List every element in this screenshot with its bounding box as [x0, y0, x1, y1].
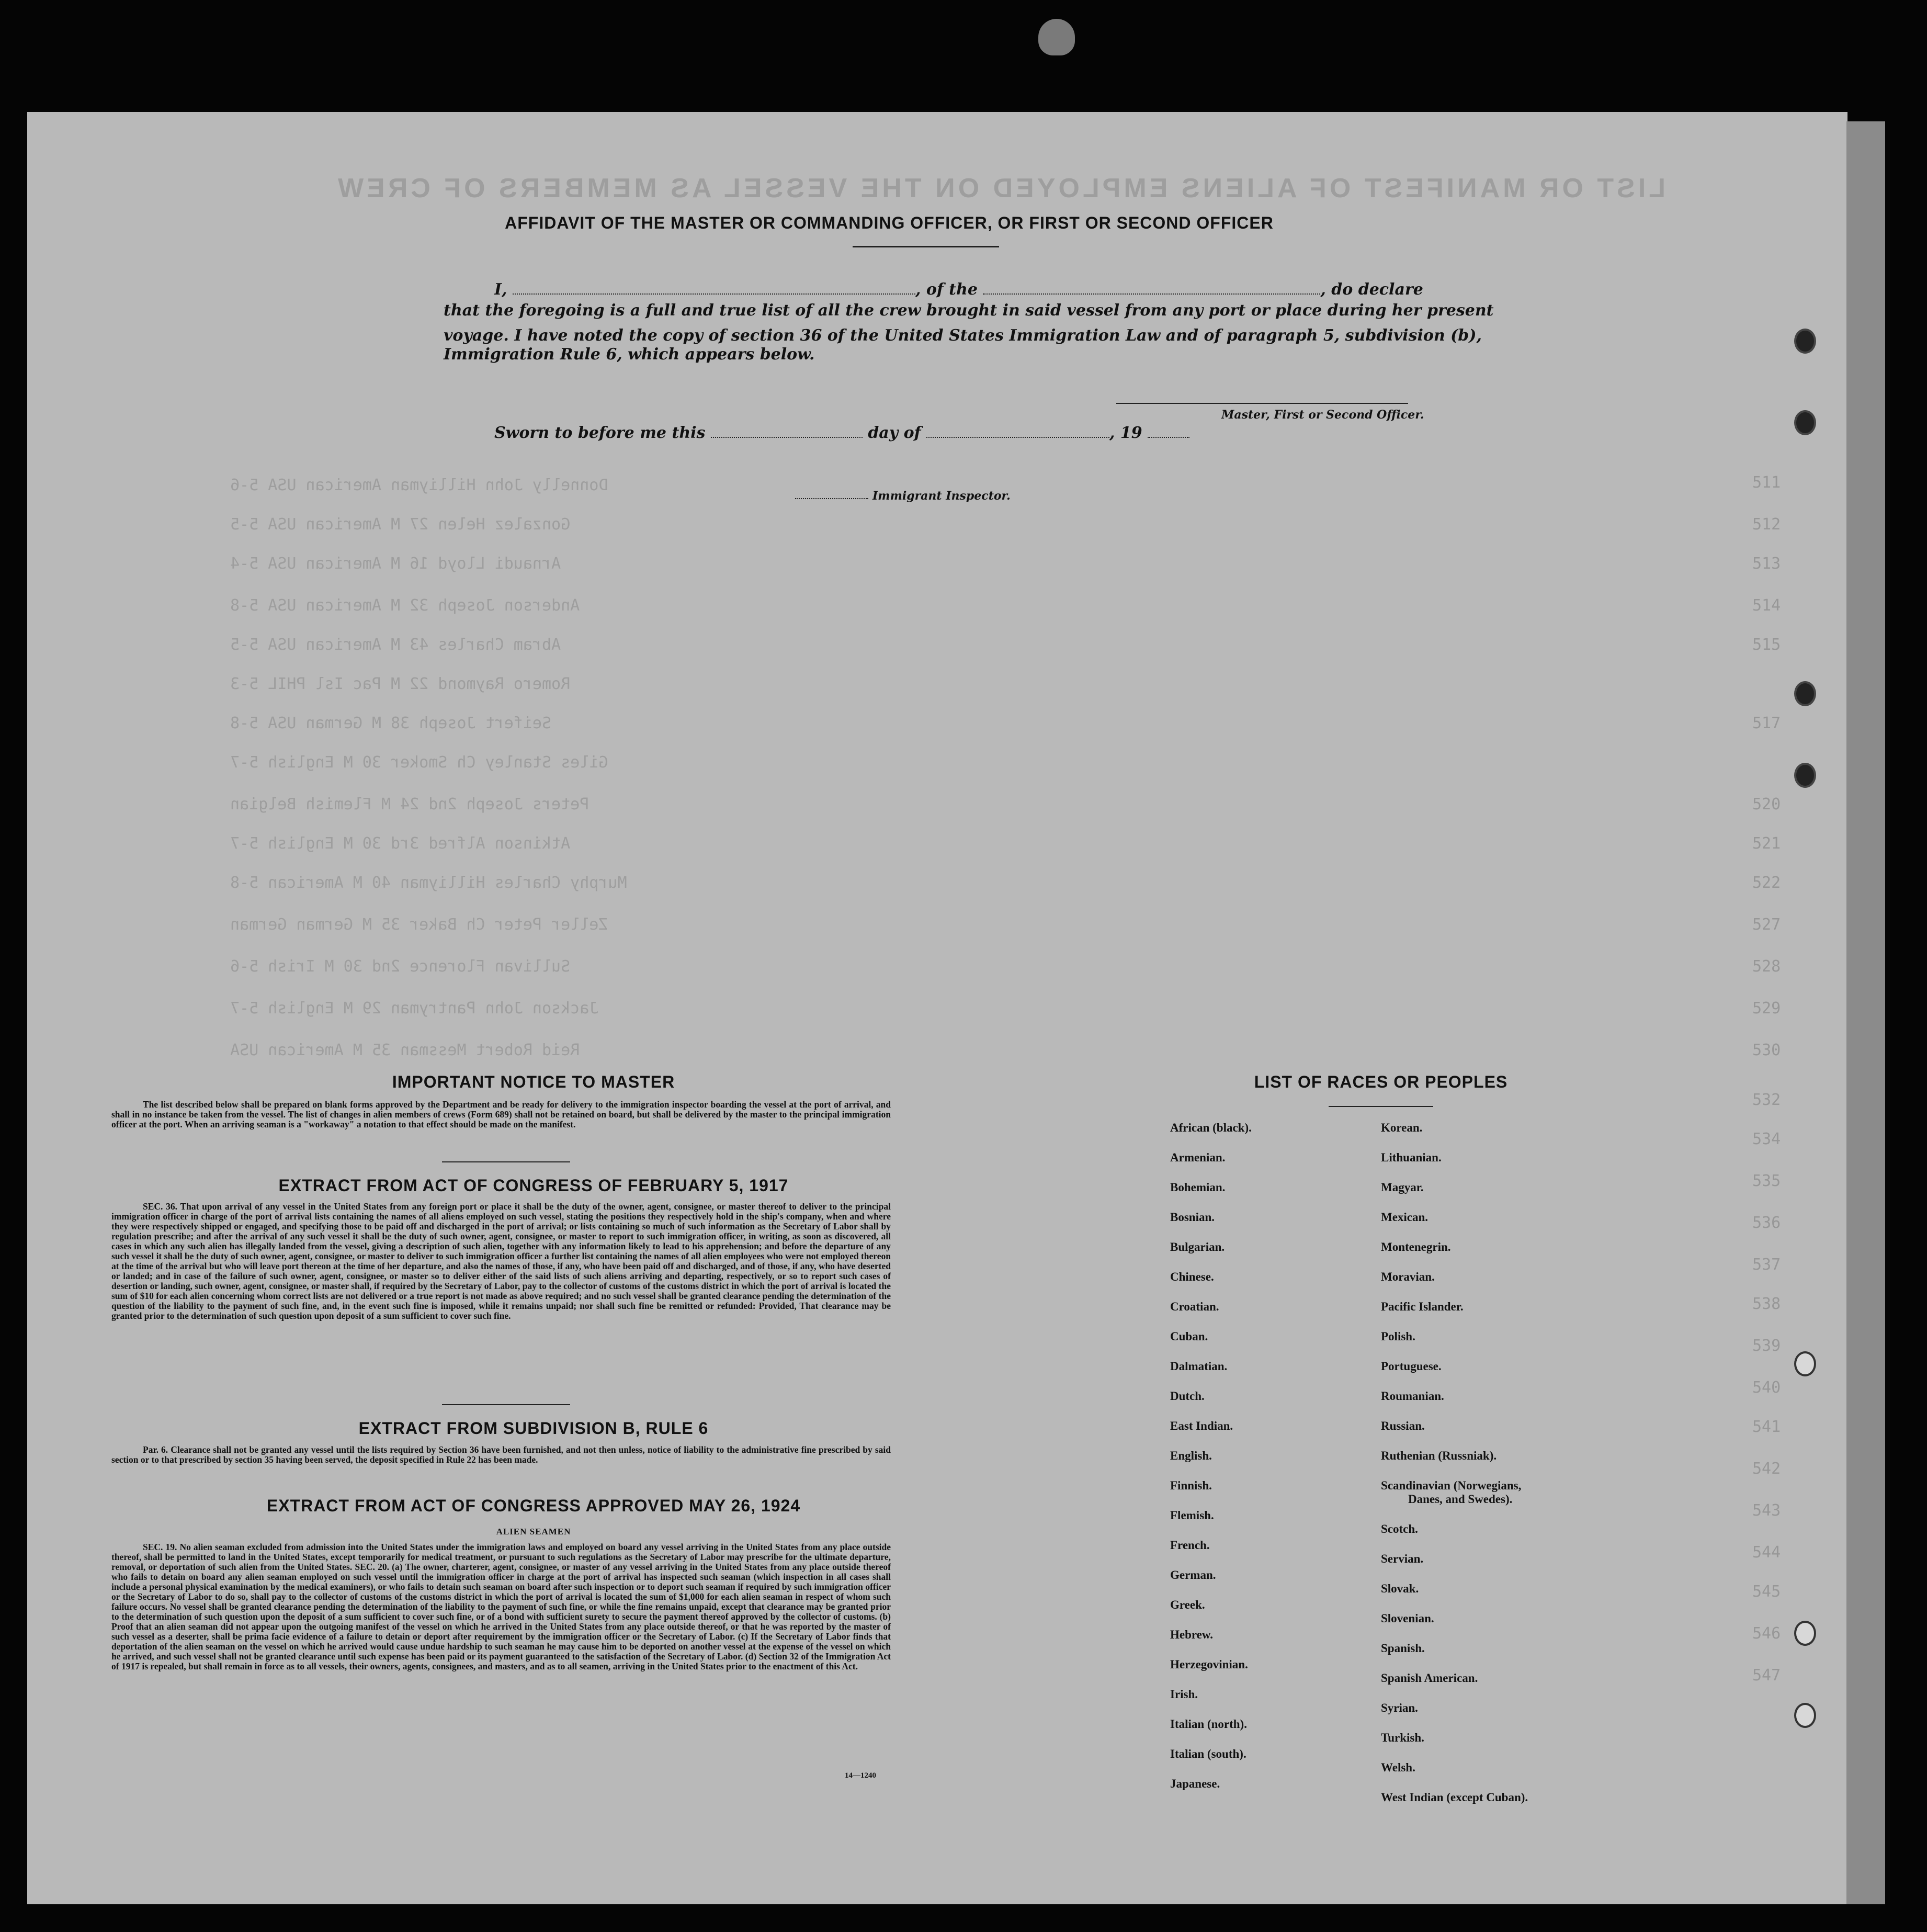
- extract-1917-text: SEC. 36. That upon arrival of any vessel in the United States from any foreign port or place it shall be the duty of the owner, agent, consignee, or master thereof to deliver to the principal immigration officer in charge of the port of arrival lists containing the names of all aliens employed on such vessel, stating the positions they respectively hold in the ship's company, when and where they were respectively shipped or engaged, and specifying those to be paid off and discharged in the port of arrival; or lists containing so much of such information as the Secretary of Labor shall by regulation prescribe; and after the arrival of any such vessel it shall be the duty of such owner, agent, consignee, or master to report to such immigration officer, in writing, as soon as discovered, all cases in which any such alien has illegally landed from the vessel, giving a description of such alien, together with any information likely to lead to his apprehension; and before the departure of any such vessel it shall be the duty of such owner, agent, consignee, or master to deliver to such immigration officer a further list containing the names of all alien employees who were not employed thereon at the time of the arrival but who will leave port thereon at the time of her departure, and also the names of those, if any, who have been paid off and discharged, and of those, if any, who have deserted or landed; and in case of the failure of such owner, agent, consignee, or master so to deliver either of the said lists of such aliens arriving and departing, respectively, or so to report such cases of desertion or landing, such owner, agent, consignee, or master shall, if required by the Secretary of Labor, pay to the collector of customs of the customs district in which the port of arrival is located the sum of $10 for each alien concerning whom correct lists are not delivered or a true report is not made as above required; and no such vessel shall be granted clearance pending the determination of the question of the liability to the payment of such fine, and, in the event such fine is imposed, while it remains unpaid; nor shall such fine be remitted or refunded: Provided, That clearance may be granted prior to the determination of such question upon deposit of a sum sufficient to cover such fine.: [111, 1201, 891, 1321]
- inspector-signature-line[interactable]: [795, 487, 868, 499]
- race-item: Lithuanian.: [1381, 1151, 1442, 1164]
- binder-hole: [1794, 681, 1816, 706]
- bleed-through-row: Donnelly John Hilliyman American USA 5-6: [230, 476, 608, 494]
- bleed-through-numbers: 542: [1752, 1460, 1781, 1478]
- race-item: Japanese.: [1170, 1777, 1220, 1790]
- bleed-through-row: Seifert Joseph 38 M German USA 5-8: [230, 714, 552, 732]
- bleed-through-row: Zeller Peter Ch Baker 35 M German German: [230, 916, 608, 934]
- bleed-through-numbers: 528: [1752, 957, 1781, 976]
- race-item: Dalmatian.: [1170, 1360, 1228, 1373]
- race-item: Korean.: [1381, 1121, 1423, 1134]
- race-item: Spanish.: [1381, 1642, 1425, 1655]
- sworn-year-field[interactable]: [1148, 425, 1189, 438]
- notice-text: The list described below shall be prepared on blank forms approved by the Department and be ready for delivery to the immigration inspector boarding the vessel at the port of arrival, and shall in no instance be taken from the vessel. The list of changes in alien members of crews (Form 689) shall not be retained on board, but shall be delivered by the master to the principal immigration officer at the port. When an arriving seaman is a "workaway" a notation to that effect should be made on the manifest.: [111, 1099, 891, 1129]
- vessel-name-field[interactable]: [983, 282, 1320, 295]
- bleed-through-numbers: 522: [1752, 874, 1781, 892]
- bleed-through-numbers: 517: [1752, 714, 1781, 732]
- sworn-label: Sworn to before me this: [494, 424, 706, 442]
- affidavit-text-line: that the foregoing is a full and true list of all the crew brought in said vessel from any port or place during her present: [444, 301, 1494, 320]
- bleed-through-row: Arnaudi Lloyd 16 M American USA 5-4: [230, 555, 561, 573]
- affidavit-declaration-line: [494, 280, 1423, 299]
- bleed-through-row: Atkinson Alfred 3rd 30 M English 5-7: [230, 834, 571, 853]
- bleed-through-numbers: 541: [1752, 1418, 1781, 1436]
- binding-clip: [1038, 19, 1075, 55]
- race-item: French.: [1170, 1539, 1210, 1552]
- race-item: Polish.: [1381, 1330, 1415, 1343]
- extract-1924-text: SEC. 19. No alien seaman excluded from admission into the United States under the immigration laws and employed on board any vessel arriving in the United States from any place outside thereof, shall be permitted to land in the United States, except temporarily for medical treatment, or pursuant to such regulations as the Secretary of Labor may prescribe for the ultimate departure, removal, or deportation of such alien from the United States. SEC. 20. (a) The owner, charterer, agent, consignee, or master of any vessel arriving in the United States from any place outside thereof who fails to detain on board any alien seaman employed on such vessel until the immigration officer in charge at the port of arrival has inspected such seaman (which inspection in all cases shall include a personal physical examination by the medical examiners), or who fails to detain such seaman on board after such inspection or to deport such seaman if required by such immigration officer or the Secretary of Labor to do so, shall pay to the collector of customs of the customs district in which the port of arrival is located the sum of $1,000 for each alien seaman in respect of whom such failure occurs. No vessel shall be granted clearance pending the determination of the liability to the payment of such fine, or while the fine remains unpaid, except that clearance may be granted prior to the determination of such question upon the deposit of a sum sufficient to cover such fine, or of a bond with sufficient surety to secure the payment thereof approved by the collector of customs. (b) Proof that an alien seaman did not appear upon the outgoing manifest of the vessel on which he arrived in the United States from any place outside thereof, or that he was reported by the master of such vessel as a deserter, shall be prima facie evidence of a failure to detain or deport after requirement by the immigration officer or the Secretary of Labor. (c) If the Secretary of Labor finds that deportation of the alien seaman on the vessel on which he arrived would cause undue hardship to such seaman he may cause him to be deported on another vessel at the expense of the vessel on which he arrived, and such vessel shall not be granted clearance until such expense has been paid or its payment guaranteed to the satisfaction of the Secretary of Labor. (d) Section 32 of the Immigration Act of 1917 is repealed, but shall remain in force as to all vessels, their owners, agents, consignees, and masters, and as to all seamen, arriving in the United States prior to the enactment of this Act.: [111, 1542, 891, 1671]
- race-item: African (black).: [1170, 1121, 1252, 1134]
- affidavit-of-the-label: , of the: [915, 280, 978, 299]
- affidavit-text-line: voyage. I have noted the copy of section 36 of the United States Immigration Law and of paragraph 5, subdivision (b),: [444, 326, 1482, 345]
- inspector-label: Immigrant Inspector.: [872, 489, 1011, 503]
- race-item: West Indian (except Cuban).: [1381, 1791, 1528, 1804]
- bleed-through-row: Giles Stanley Ch Smoker 30 M English 5-7: [230, 753, 608, 772]
- race-item: Herzegovinian.: [1170, 1658, 1248, 1671]
- race-item: Cuban.: [1170, 1330, 1208, 1343]
- bleed-through-row: Reid Robert Messman 35 M American USA: [230, 1041, 580, 1059]
- race-item: Portuguese.: [1381, 1360, 1442, 1373]
- race-item: Spanish American.: [1381, 1671, 1478, 1685]
- section-rule: [442, 1404, 570, 1405]
- race-item: Chinese.: [1170, 1270, 1214, 1283]
- race-item: Servian.: [1381, 1552, 1424, 1565]
- bleed-through-numbers: 540: [1752, 1379, 1781, 1397]
- bleed-through-numbers: 535: [1752, 1172, 1781, 1190]
- sworn-line: [494, 424, 1189, 442]
- race-item: Montenegrin.: [1381, 1240, 1451, 1253]
- race-item: Bosnian.: [1170, 1211, 1215, 1224]
- race-item: Ruthenian (Russniak).: [1381, 1449, 1497, 1462]
- affidavit-i-label: I,: [494, 280, 507, 299]
- rule6-text: Par. 6. Clearance shall not be granted any vessel until the lists required by Section 36 have been furnished, and not then unless, notice of liability to the administrative fine prescribed by said section or to that prescribed by section 35 having been served, the deposit specified in Rule 22 has been made.: [111, 1444, 891, 1465]
- bleed-through-numbers: 538: [1752, 1295, 1781, 1313]
- race-item: Mexican.: [1381, 1211, 1429, 1224]
- race-item: Roumanian.: [1381, 1389, 1444, 1403]
- bleed-through-row: Jackson John Pantryman 29 M English 5-7: [230, 999, 599, 1018]
- bleed-through-numbers: 532: [1752, 1091, 1781, 1109]
- bleed-through-numbers: 515: [1752, 636, 1781, 654]
- binder-hole: [1794, 763, 1816, 788]
- race-item: Slovak.: [1381, 1582, 1419, 1595]
- bleed-through-numbers: 544: [1752, 1543, 1781, 1562]
- binder-hole: [1794, 329, 1816, 354]
- affidavit-text-line: Immigration Rule 6, which appears below.: [444, 345, 815, 364]
- affidavit-title-rule: [853, 246, 999, 247]
- bleed-through-numbers: 527: [1752, 916, 1781, 934]
- race-item: East Indian.: [1170, 1419, 1233, 1432]
- affidavit-title: AFFIDAVIT OF THE MASTER OR COMMANDING OFFICER, OR FIRST OR SECOND OFFICER: [505, 213, 1274, 232]
- extract-1924-subtitle: ALIEN SEAMEN: [496, 1527, 571, 1536]
- race-item: Moravian.: [1381, 1270, 1435, 1283]
- affidavit-declare-label: , do declare: [1320, 280, 1423, 299]
- bleed-through-numbers: 529: [1752, 999, 1781, 1018]
- binder-hole: [1794, 1703, 1816, 1728]
- rule6-title: EXTRACT FROM SUBDIVISION B, RULE 6: [358, 1419, 709, 1438]
- section-rule: [442, 1161, 570, 1162]
- race-item: Magyar.: [1381, 1181, 1424, 1194]
- race-item: Turkish.: [1381, 1731, 1424, 1744]
- race-item: Bohemian.: [1170, 1181, 1226, 1194]
- race-item: Bulgarian.: [1170, 1240, 1225, 1253]
- race-item: Italian (south).: [1170, 1747, 1246, 1760]
- race-item: Dutch.: [1170, 1389, 1205, 1403]
- bleed-through-numbers: 511: [1752, 473, 1781, 492]
- bleed-through-numbers: 545: [1752, 1583, 1781, 1601]
- notice-title: IMPORTANT NOTICE TO MASTER: [392, 1072, 675, 1091]
- race-item: Flemish.: [1170, 1509, 1214, 1522]
- bleed-through-row: Sullivan Florence 2nd 30 M Irish 5-6: [230, 957, 571, 976]
- bleed-through-numbers: 543: [1752, 1501, 1781, 1520]
- bleed-through-numbers: 539: [1752, 1337, 1781, 1355]
- bleed-through-row: Murphy Charles Hilliyman 40 M American 5-8: [230, 874, 627, 892]
- races-title: LIST OF RACES OR PEOPLES: [1254, 1072, 1508, 1091]
- bleed-through-row: Anderson Joseph 32 M American USA 5-8: [230, 596, 580, 615]
- race-item: Russian.: [1381, 1419, 1425, 1432]
- race-item: Slovenian.: [1381, 1612, 1434, 1625]
- bleed-through-numbers: 514: [1752, 596, 1781, 615]
- bleed-through-numbers: 521: [1752, 834, 1781, 853]
- bleed-through-numbers: 513: [1752, 555, 1781, 573]
- race-item: Finnish.: [1170, 1479, 1212, 1492]
- bleed-through-numbers: 547: [1752, 1666, 1781, 1685]
- sworn-day-field[interactable]: [711, 425, 863, 438]
- race-item: Danes, and Swedes).: [1408, 1493, 1513, 1506]
- race-item: Scotch.: [1381, 1522, 1418, 1535]
- day-of-label: day of: [868, 424, 921, 442]
- race-item: Italian (north).: [1170, 1718, 1247, 1731]
- binder-hole: [1794, 410, 1816, 435]
- race-item: Croatian.: [1170, 1300, 1219, 1313]
- race-item: Armenian.: [1170, 1151, 1226, 1164]
- bleed-through-numbers: 536: [1752, 1214, 1781, 1232]
- year-prefix-label: , 19: [1109, 424, 1142, 442]
- bleed-through-numbers: 534: [1752, 1130, 1781, 1148]
- bleed-through-title: LIST OR MANIFEST OF ALIENS EMPLOYED ON THE VESSEL AS MEMBERS OF CREW: [335, 173, 1665, 204]
- back-page-edge: [1846, 121, 1885, 1904]
- race-item: Welsh.: [1381, 1761, 1415, 1774]
- bleed-through-numbers: 520: [1752, 795, 1781, 814]
- race-item: English.: [1170, 1449, 1212, 1462]
- race-item: Irish.: [1170, 1688, 1198, 1701]
- master-signature-label: Master, First or Second Officer.: [1221, 408, 1424, 422]
- races-title-rule: [1329, 1106, 1433, 1107]
- bleed-through-numbers: 530: [1752, 1041, 1781, 1059]
- bleed-through-numbers: 537: [1752, 1256, 1781, 1274]
- master-name-field[interactable]: [513, 282, 915, 295]
- form-number: 14—1240: [845, 1771, 876, 1780]
- bleed-through-numbers: 546: [1752, 1624, 1781, 1643]
- extract-1917-title: EXTRACT FROM ACT OF CONGRESS OF FEBRUARY 5, 1917: [278, 1176, 789, 1195]
- race-item: German.: [1170, 1568, 1216, 1581]
- bleed-through-row: Peters Joseph 2nd 24 M Flemish Belgian: [230, 795, 590, 814]
- sworn-month-field[interactable]: [926, 425, 1109, 438]
- race-item: Syrian.: [1381, 1701, 1418, 1714]
- binder-hole: [1794, 1621, 1816, 1646]
- race-item: Hebrew.: [1170, 1628, 1213, 1641]
- bleed-through-numbers: 512: [1752, 515, 1781, 534]
- master-signature-line[interactable]: [1116, 403, 1408, 404]
- extract-1924-title: EXTRACT FROM ACT OF CONGRESS APPROVED MAY 26, 1924: [266, 1496, 801, 1515]
- race-item: Greek.: [1170, 1598, 1205, 1611]
- race-item: Pacific Islander.: [1381, 1300, 1464, 1313]
- binder-hole: [1794, 1351, 1816, 1376]
- race-item: Scandinavian (Norwegians,: [1381, 1479, 1522, 1492]
- bleed-through-row: Gonzalez Helen 27 M American USA 5-5: [230, 515, 571, 534]
- bleed-through-row: Romero Raymond 22 M Pac Isl PHIL 5-3: [230, 675, 571, 693]
- bleed-through-row: Abram Charles 43 M American USA 5-5: [230, 636, 561, 654]
